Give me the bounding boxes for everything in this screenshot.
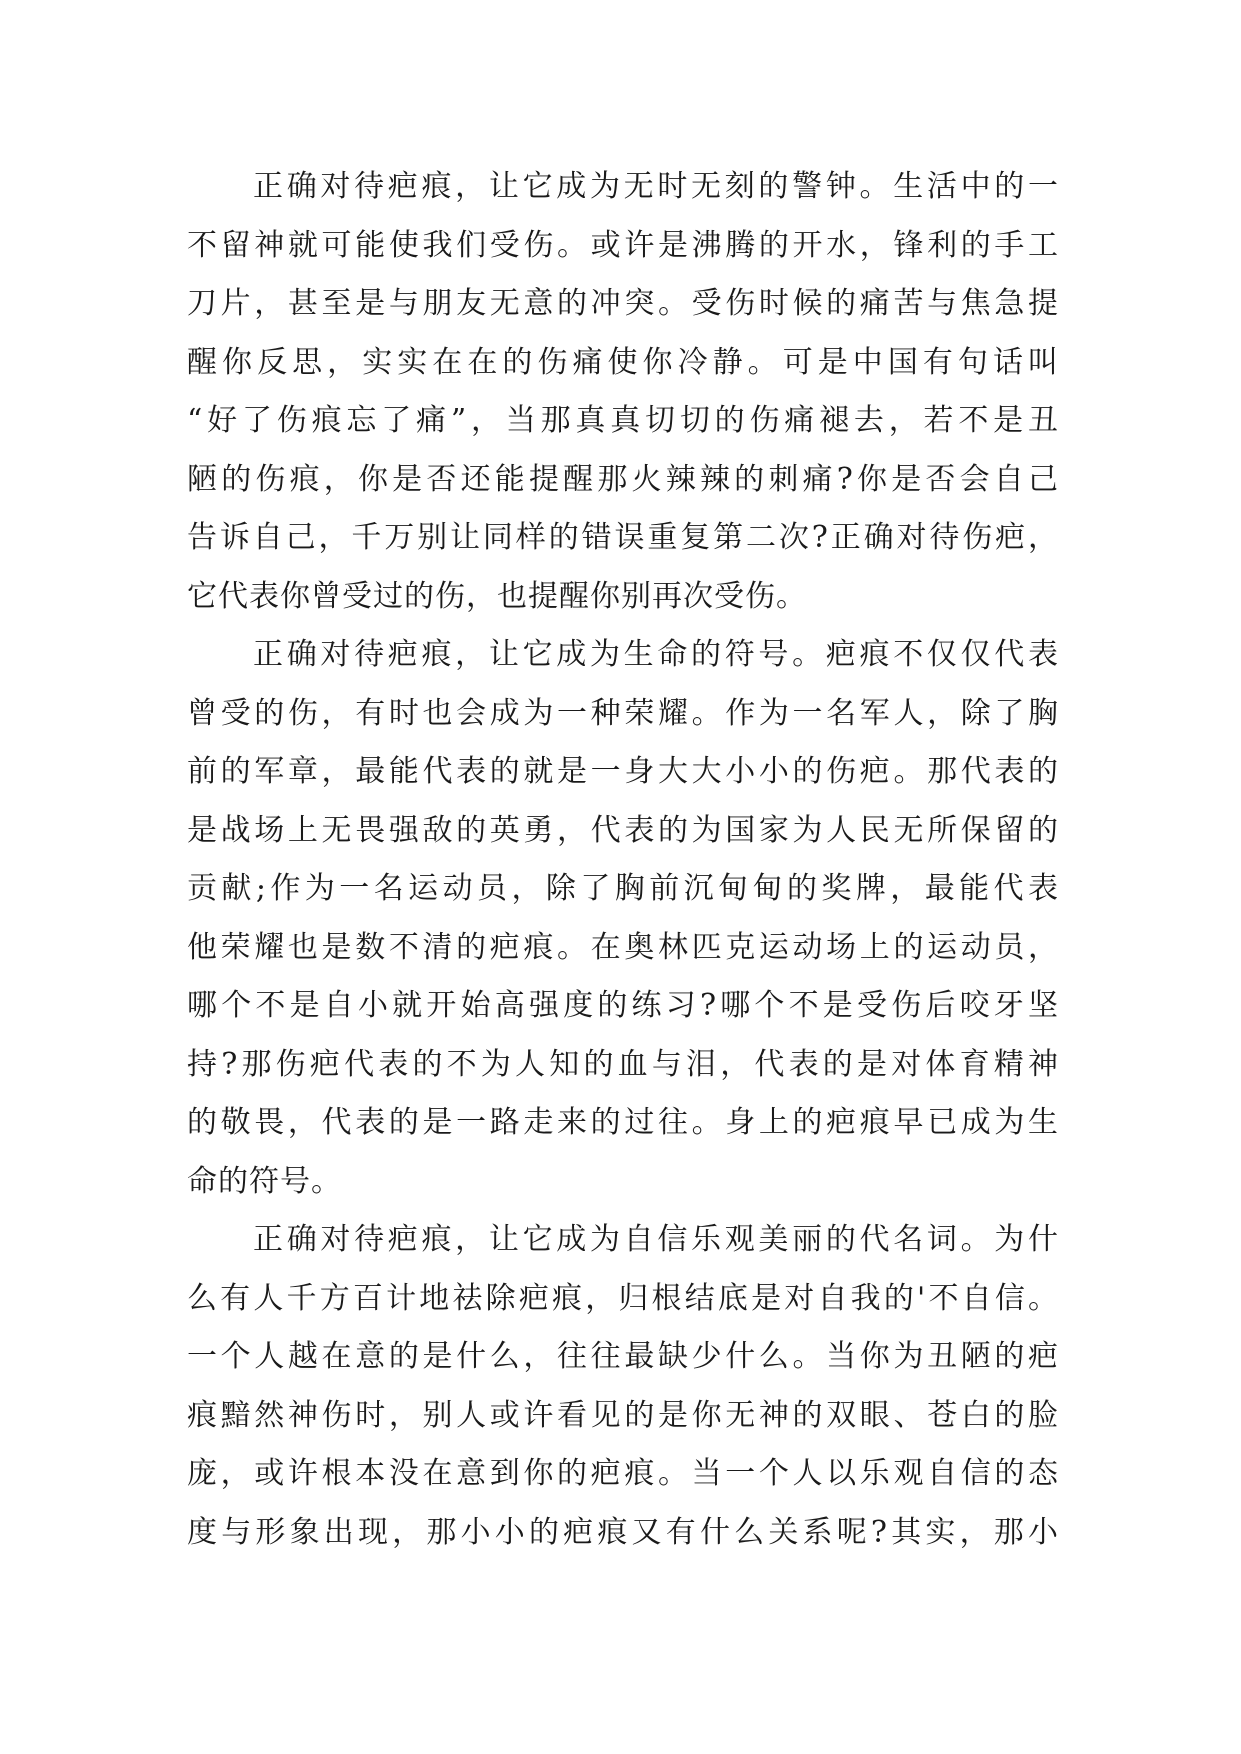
text-line: 是战场上无畏强敌的英勇，代表的为国家为人民无所保留的 <box>187 812 1059 848</box>
text-line: 贡献;作为一名运动员，除了胸前沉甸甸的奖牌，最能代表 <box>187 871 1059 906</box>
text-line: 哪个不是自小就开始高强度的练习?哪个不是受伤后咬牙坚 <box>187 988 1059 1023</box>
text-line: 它代表你曾受过的伤，也提醒你别再次受伤。 <box>187 578 807 614</box>
paragraph-2 <box>187 626 1059 1211</box>
text-line: 前的军章，最能代表的就是一身大大小小的伤疤。那代表的 <box>187 754 1059 789</box>
text-line: 一个人越在意的是什么，往往最缺少什么。当你为丑陋的疤 <box>187 1339 1059 1374</box>
text-line: 刀片，甚至是与朋友无意的冲突。受伤时候的痛苦与焦急提 <box>187 286 1059 321</box>
text-line: 持?那伤疤代表的不为人知的血与泪，代表的是对体育精神 <box>187 1046 1059 1082</box>
text-line: 正确对待疤痕，让它成为无时无刻的警钟。生活中的一 <box>253 169 1059 204</box>
text-line: 命的符号。 <box>187 1163 342 1199</box>
paragraph-3 <box>187 1211 1059 1562</box>
document-body <box>187 158 1059 1562</box>
text-line: 庞，或许根本没在意到你的疤痕。当一个人以乐观自信的态 <box>187 1456 1059 1491</box>
text-line: 告诉自己，千万别让同样的错误重复第二次?正确对待伤疤， <box>187 520 1059 555</box>
text-line: 他荣耀也是数不清的疤痕。在奥林匹克运动场上的运动员， <box>187 929 1059 965</box>
text-line: 陋的伤痕，你是否还能提醒那火辣辣的刺痛?你是否会自己 <box>187 461 1059 497</box>
text-line: 痕黯然神伤时，别人或许看见的是你无神的双眼、苍白的脸 <box>187 1397 1059 1433</box>
text-line: “好了伤痕忘了痛”，当那真真切切的伤痛褪去，若不是丑 <box>187 403 1059 438</box>
text-line: 么有人千方百计地祛除疤痕，归根结底是对自我的'不自信。 <box>187 1280 1059 1316</box>
text-line: 曾受的伤，有时也会成为一种荣耀。作为一名军人，除了胸 <box>187 695 1059 731</box>
text-line: 正确对待疤痕，让它成为自信乐观美丽的代名词。为什 <box>253 1222 1059 1257</box>
text-line: 醒你反思，实实在在的伤痛使你冷静。可是中国有句话叫 <box>187 344 1059 380</box>
text-line: 的敬畏，代表的是一路走来的过往。身上的疤痕早已成为生 <box>187 1105 1059 1140</box>
text-line: 不留神就可能使我们受伤。或许是沸腾的开水，锋利的手工 <box>187 227 1059 263</box>
paragraph-1 <box>187 158 1059 626</box>
text-line: 正确对待疤痕，让它成为生命的符号。疤痕不仅仅代表 <box>253 637 1059 672</box>
text-line: 度与形象出现，那小小的疤痕又有什么关系呢?其实，那小 <box>187 1514 1059 1550</box>
